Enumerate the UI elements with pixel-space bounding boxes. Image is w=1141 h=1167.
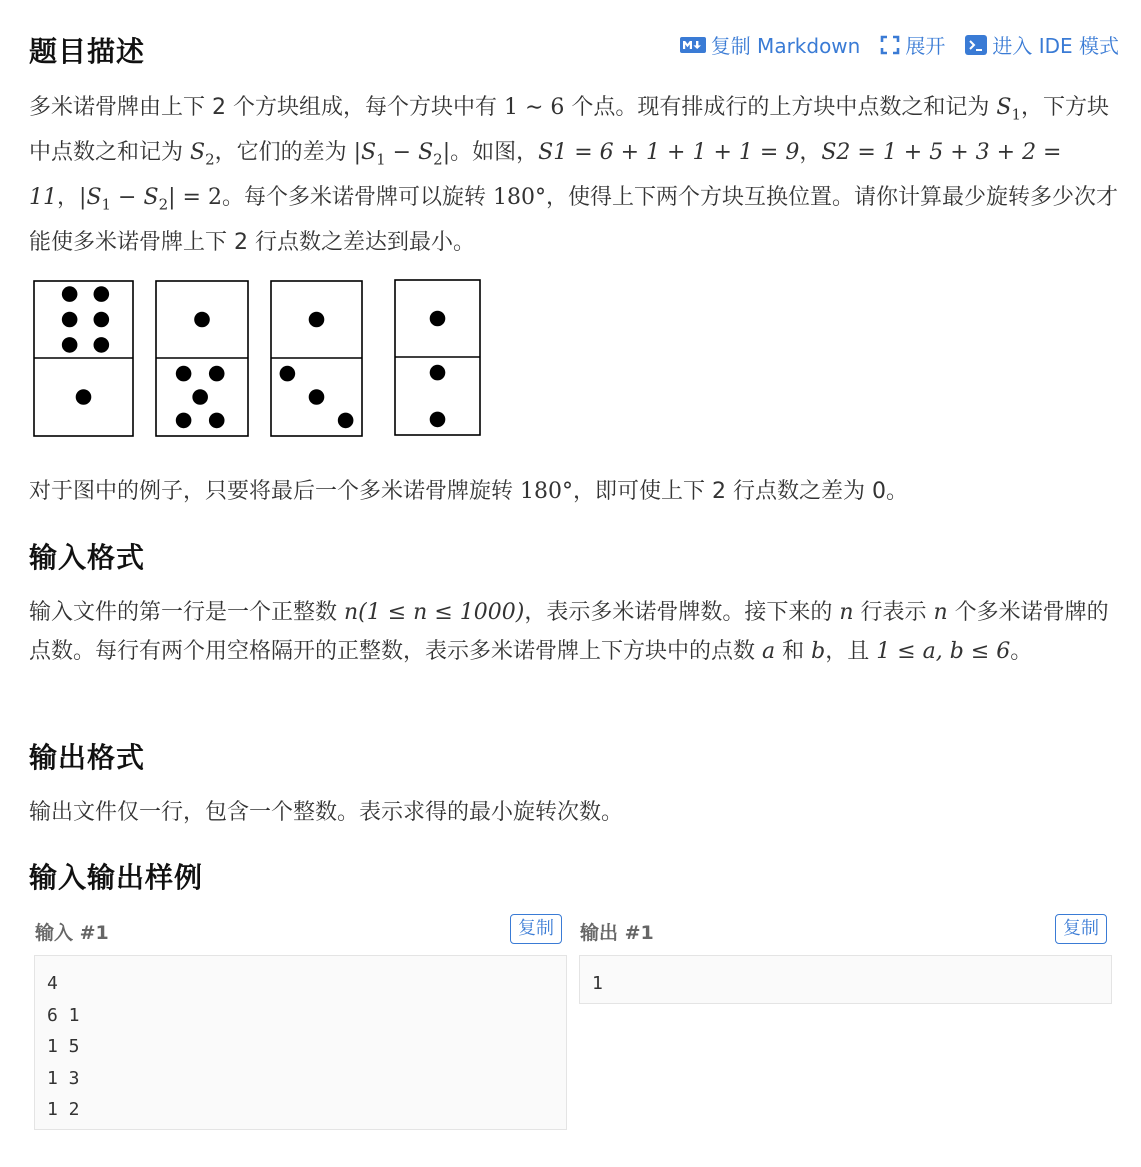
output-format-title: 输出格式 <box>29 741 146 774</box>
domino-2-bottom-pip <box>176 413 192 429</box>
text-segment: 输入文件的第一行是一个正整数 <box>29 600 344 625</box>
input-line: 1 2 <box>47 1099 80 1120</box>
output-sample-label: 输出 #1 <box>580 922 654 944</box>
text-segment: 多米诺骨牌由上下 2 个方块组成，每个方块中有 <box>29 95 504 120</box>
text-segment: 。如图， <box>450 139 539 165</box>
copy-markdown-label: 复制 Markdown <box>710 34 861 58</box>
expand-button[interactable] <box>880 30 945 59</box>
ide-mode-button[interactable] <box>965 30 1119 59</box>
input-format-paragraph <box>29 594 1119 671</box>
expand-icon <box>880 35 900 55</box>
text-segment: ，且 <box>825 638 877 664</box>
text-segment: ，即可使上下 2 行点数之差为 0。 <box>573 479 908 504</box>
input-sample-box[interactable] <box>34 955 567 1130</box>
input-line: 4 <box>47 973 58 994</box>
math-degree: 180° <box>520 479 573 504</box>
input-format-title: 输入格式 <box>29 541 146 574</box>
math-s2: $S_2$ <box>190 139 215 169</box>
domino-1 <box>34 281 133 436</box>
markdown-icon <box>680 37 706 53</box>
math-range-high: 6 <box>550 95 565 120</box>
math-diff-value: = 2 <box>175 184 222 210</box>
input-sample-label: 输入 #1 <box>35 922 109 944</box>
domino-2-top-pip <box>194 312 210 328</box>
text-segment: 个多米诺骨牌的点数。每行有两个用空格隔开的正整数，表示多米诺骨牌上下方块中的点数 <box>29 600 1109 664</box>
math-b: b <box>811 638 826 664</box>
math-n: n <box>839 600 854 625</box>
text-segment: 和 <box>775 638 812 664</box>
text-segment: ，表示多米诺骨牌数。接下来的 <box>524 600 840 625</box>
text-segment: ，使得上下两个方块互换位置。请你计算最少旋转多少次才能使多米诺骨牌上下 2 行点数之差达到最小。 <box>29 184 1118 255</box>
input-line: 1 5 <box>47 1036 80 1057</box>
copy-markdown-button[interactable] <box>680 30 861 59</box>
domino-2 <box>156 281 248 436</box>
text-segment: ， <box>799 139 822 165</box>
domino-2-bottom-pip <box>192 389 208 405</box>
input-line: 6 1 <box>47 1004 80 1026</box>
math-abs-diff-2: $|S_1 - S_2|$ <box>79 184 176 214</box>
domino-4 <box>395 280 480 435</box>
math-abs-diff: $|S_1 - S_2|$ <box>353 139 451 169</box>
toolbar <box>680 30 1119 59</box>
math-n: n <box>933 600 948 625</box>
math-eq-s2: S2 = 1 + 5 + 3 + 2 = 11 <box>29 139 1062 210</box>
domino-2-bottom-pip <box>209 366 225 382</box>
domino-4-bottom-pip <box>430 412 446 428</box>
text-segment: ，它们的差为 <box>214 139 354 165</box>
domino-1-top-pip <box>94 337 110 353</box>
example-paragraph <box>29 473 1119 512</box>
math-eq-s1: S1 = 6 + 1 + 1 + 1 = 9 <box>538 139 800 165</box>
math-constraint: 1 ≤ a, b ≤ 6 <box>876 638 1011 664</box>
text-segment: ， <box>57 184 80 210</box>
domino-1-top-pip <box>62 337 78 353</box>
output-line: 1 <box>592 973 603 994</box>
description-paragraph <box>29 89 1119 262</box>
math-a: a <box>762 638 776 664</box>
domino-1-bottom-pip <box>76 389 92 405</box>
expand-label: 展开 <box>905 34 946 58</box>
text-segment: 个点。现有排成行的上方块中点数之和记为 <box>564 95 997 120</box>
domino-4-top-pip <box>430 311 446 327</box>
copy-output-button[interactable]: 复制 <box>1055 914 1107 944</box>
text-segment: 对于图中的例子，只要将最后一个多米诺骨牌旋转 <box>29 479 520 504</box>
math-degree: 180° <box>492 184 546 210</box>
domino-3-bottom-pip <box>309 389 325 405</box>
domino-2-bottom-pip <box>176 366 192 382</box>
description-title: 题目描述 <box>29 35 146 68</box>
domino-1-top-pip <box>94 312 110 328</box>
domino-3-top-pip <box>309 312 325 328</box>
input-line: 1 3 <box>47 1067 80 1089</box>
text-segment: 。每个多米诺骨牌可以旋转 <box>221 184 493 210</box>
math-tilde: ∼ <box>517 95 551 120</box>
text-segment: ，下方块中点数之和记为 <box>29 95 1110 165</box>
ide-mode-label: 进入 IDE 模式 <box>992 34 1119 58</box>
math-range-low: 1 <box>503 95 518 120</box>
domino-1-top-pip <box>62 312 78 328</box>
output-format-paragraph: 输出文件仅一行，包含一个整数。表示求得的最小旋转次数。 <box>29 800 624 825</box>
domino-3-bottom-pip <box>280 366 296 382</box>
copy-input-button[interactable]: 复制 <box>510 914 562 944</box>
domino-1-top-pip <box>62 286 78 302</box>
math-s1: $S_1$ <box>996 95 1022 124</box>
domino-4-bottom-pip <box>430 365 446 381</box>
math-n-range: n(1 ≤ n ≤ 1000) <box>344 600 525 625</box>
domino-3 <box>271 281 362 436</box>
text-segment: 行表示 <box>853 600 934 625</box>
domino-1-top-pip <box>94 286 110 302</box>
samples-title: 输入输出样例 <box>29 861 204 894</box>
text-segment: 。 <box>1010 638 1033 664</box>
domino-2-bottom-pip <box>209 413 225 429</box>
domino-3-bottom-pip <box>338 413 354 429</box>
terminal-icon <box>965 35 987 55</box>
output-sample-box[interactable] <box>579 955 1112 1004</box>
